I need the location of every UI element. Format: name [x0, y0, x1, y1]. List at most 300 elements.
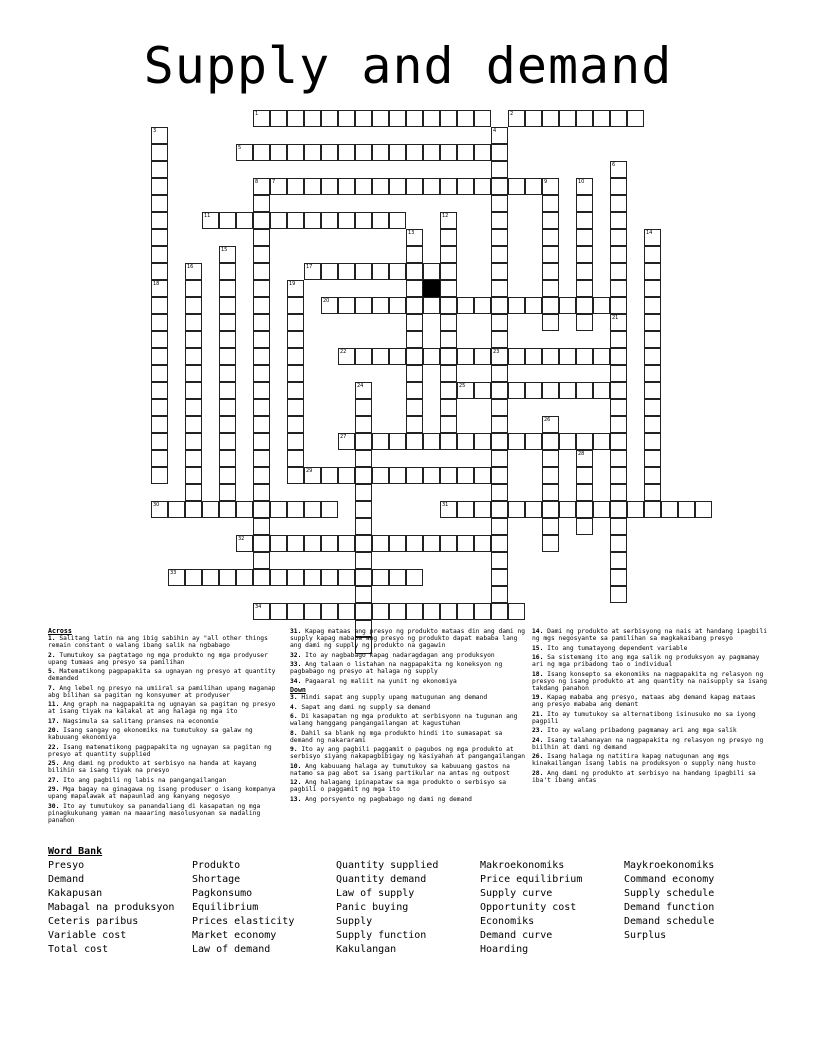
grid-cell[interactable]: [304, 110, 321, 127]
grid-cell[interactable]: [151, 450, 168, 467]
grid-cell[interactable]: [593, 348, 610, 365]
grid-cell[interactable]: [270, 569, 287, 586]
grid-cell[interactable]: [491, 552, 508, 569]
grid-cell[interactable]: [304, 569, 321, 586]
grid-cell[interactable]: [491, 569, 508, 586]
grid-cell[interactable]: [474, 535, 491, 552]
grid-cell[interactable]: [508, 433, 525, 450]
grid-cell[interactable]: [185, 331, 202, 348]
grid-cell[interactable]: [644, 433, 661, 450]
grid-cell[interactable]: [576, 280, 593, 297]
grid-cell[interactable]: [542, 195, 559, 212]
grid-cell[interactable]: [355, 110, 372, 127]
grid-cell[interactable]: [610, 331, 627, 348]
grid-cell[interactable]: [542, 484, 559, 501]
grid-cell[interactable]: [372, 433, 389, 450]
grid-cell[interactable]: [559, 501, 576, 518]
grid-cell[interactable]: [542, 382, 559, 399]
grid-cell[interactable]: [525, 348, 542, 365]
grid-cell[interactable]: [457, 110, 474, 127]
grid-cell[interactable]: [542, 501, 559, 518]
grid-cell[interactable]: [576, 195, 593, 212]
grid-cell[interactable]: [321, 212, 338, 229]
grid-cell[interactable]: [151, 229, 168, 246]
grid-cell[interactable]: [525, 433, 542, 450]
grid-cell[interactable]: [236, 535, 253, 552]
grid-cell[interactable]: [185, 399, 202, 416]
grid-cell[interactable]: [542, 110, 559, 127]
grid-cell[interactable]: [372, 212, 389, 229]
grid-cell[interactable]: [287, 569, 304, 586]
grid-cell[interactable]: [508, 297, 525, 314]
grid-cell[interactable]: [610, 229, 627, 246]
grid-cell[interactable]: [151, 144, 168, 161]
grid-cell[interactable]: [219, 348, 236, 365]
grid-cell[interactable]: [236, 144, 253, 161]
grid-cell[interactable]: [219, 297, 236, 314]
grid-cell[interactable]: [219, 382, 236, 399]
grid-cell[interactable]: [372, 569, 389, 586]
grid-cell[interactable]: [151, 382, 168, 399]
grid-cell[interactable]: [491, 127, 508, 144]
grid-cell[interactable]: [219, 365, 236, 382]
grid-cell[interactable]: [151, 365, 168, 382]
grid-cell[interactable]: [457, 501, 474, 518]
grid-cell[interactable]: [474, 467, 491, 484]
grid-cell[interactable]: [287, 433, 304, 450]
grid-cell[interactable]: [372, 144, 389, 161]
grid-cell[interactable]: [440, 399, 457, 416]
grid-cell[interactable]: [440, 178, 457, 195]
grid-cell[interactable]: [644, 467, 661, 484]
grid-cell[interactable]: [610, 178, 627, 195]
grid-cell[interactable]: [491, 161, 508, 178]
grid-cell[interactable]: [287, 212, 304, 229]
grid-cell[interactable]: [610, 263, 627, 280]
grid-cell[interactable]: [406, 535, 423, 552]
grid-cell[interactable]: [440, 416, 457, 433]
grid-cell[interactable]: [559, 110, 576, 127]
grid-cell[interactable]: [644, 382, 661, 399]
grid-cell[interactable]: [406, 110, 423, 127]
grid-cell[interactable]: [355, 450, 372, 467]
grid-cell[interactable]: [355, 297, 372, 314]
grid-cell[interactable]: [474, 433, 491, 450]
grid-cell[interactable]: [440, 535, 457, 552]
grid-cell[interactable]: [457, 297, 474, 314]
grid-cell[interactable]: [542, 416, 559, 433]
grid-cell[interactable]: [304, 263, 321, 280]
grid-cell[interactable]: [321, 467, 338, 484]
grid-cell[interactable]: [185, 280, 202, 297]
grid-cell[interactable]: [304, 501, 321, 518]
grid-cell[interactable]: [253, 314, 270, 331]
grid-cell[interactable]: [219, 484, 236, 501]
grid-cell[interactable]: [593, 297, 610, 314]
grid-cell[interactable]: [440, 229, 457, 246]
grid-cell[interactable]: [185, 365, 202, 382]
grid-cell[interactable]: [491, 535, 508, 552]
grid-cell[interactable]: [355, 263, 372, 280]
grid-cell[interactable]: [355, 586, 372, 603]
grid-cell[interactable]: [270, 144, 287, 161]
grid-cell[interactable]: [253, 212, 270, 229]
grid-cell[interactable]: [576, 450, 593, 467]
grid-cell[interactable]: [610, 314, 627, 331]
grid-cell[interactable]: [406, 144, 423, 161]
grid-cell[interactable]: [151, 501, 168, 518]
grid-cell[interactable]: [559, 433, 576, 450]
grid-cell[interactable]: [151, 399, 168, 416]
grid-cell[interactable]: [610, 467, 627, 484]
grid-cell[interactable]: [542, 229, 559, 246]
grid-cell[interactable]: [542, 314, 559, 331]
grid-cell[interactable]: [610, 297, 627, 314]
grid-cell[interactable]: [389, 110, 406, 127]
grid-cell[interactable]: [457, 382, 474, 399]
grid-cell[interactable]: [423, 178, 440, 195]
grid-cell[interactable]: [491, 603, 508, 620]
grid-cell[interactable]: [151, 331, 168, 348]
grid-cell[interactable]: [338, 297, 355, 314]
grid-cell[interactable]: [423, 297, 440, 314]
grid-cell[interactable]: [253, 399, 270, 416]
grid-cell[interactable]: [474, 178, 491, 195]
grid-cell[interactable]: [185, 433, 202, 450]
grid-cell[interactable]: [423, 535, 440, 552]
grid-cell[interactable]: [440, 110, 457, 127]
grid-cell[interactable]: [610, 501, 627, 518]
grid-cell[interactable]: [355, 416, 372, 433]
grid-cell[interactable]: [508, 178, 525, 195]
grid-cell[interactable]: [644, 484, 661, 501]
grid-cell[interactable]: [236, 501, 253, 518]
grid-cell[interactable]: [304, 603, 321, 620]
grid-cell[interactable]: [389, 178, 406, 195]
grid-cell[interactable]: [406, 603, 423, 620]
grid-cell[interactable]: [168, 569, 185, 586]
grid-cell[interactable]: [576, 229, 593, 246]
grid-cell[interactable]: [270, 603, 287, 620]
grid-cell[interactable]: [253, 484, 270, 501]
grid-cell[interactable]: [593, 110, 610, 127]
grid-cell[interactable]: [253, 569, 270, 586]
grid-cell[interactable]: [610, 433, 627, 450]
grid-cell[interactable]: [474, 382, 491, 399]
grid-cell[interactable]: [253, 229, 270, 246]
grid-cell[interactable]: [372, 603, 389, 620]
grid-cell[interactable]: [474, 501, 491, 518]
grid-cell[interactable]: [372, 348, 389, 365]
grid-cell[interactable]: [202, 501, 219, 518]
grid-cell[interactable]: [151, 433, 168, 450]
grid-cell[interactable]: [661, 501, 678, 518]
grid-cell[interactable]: [355, 484, 372, 501]
grid-cell[interactable]: [287, 331, 304, 348]
grid-cell[interactable]: [389, 297, 406, 314]
grid-cell[interactable]: [287, 416, 304, 433]
grid-cell[interactable]: [610, 535, 627, 552]
grid-cell[interactable]: [338, 348, 355, 365]
grid-cell[interactable]: [610, 416, 627, 433]
grid-cell[interactable]: [542, 467, 559, 484]
grid-cell[interactable]: [389, 603, 406, 620]
grid-cell[interactable]: [576, 110, 593, 127]
grid-cell[interactable]: [457, 348, 474, 365]
grid-cell[interactable]: [287, 144, 304, 161]
grid-cell[interactable]: [321, 178, 338, 195]
grid-cell[interactable]: [304, 467, 321, 484]
grid-cell[interactable]: [644, 348, 661, 365]
grid-cell[interactable]: [372, 110, 389, 127]
grid-cell[interactable]: [644, 416, 661, 433]
grid-cell[interactable]: [525, 501, 542, 518]
grid-cell[interactable]: [406, 246, 423, 263]
grid-cell[interactable]: [491, 195, 508, 212]
grid-cell[interactable]: [525, 297, 542, 314]
grid-cell[interactable]: [576, 433, 593, 450]
grid-cell[interactable]: [440, 348, 457, 365]
grid-cell[interactable]: [610, 518, 627, 535]
grid-cell[interactable]: [440, 212, 457, 229]
grid-cell[interactable]: [542, 280, 559, 297]
grid-cell[interactable]: [525, 110, 542, 127]
grid-cell[interactable]: [338, 467, 355, 484]
grid-cell[interactable]: [355, 569, 372, 586]
grid-cell[interactable]: [253, 501, 270, 518]
grid-cell[interactable]: [508, 603, 525, 620]
grid-cell[interactable]: [559, 348, 576, 365]
grid-cell[interactable]: [355, 603, 372, 620]
grid-cell[interactable]: [491, 484, 508, 501]
grid-cell[interactable]: [151, 297, 168, 314]
grid-cell[interactable]: [491, 416, 508, 433]
grid-cell[interactable]: [576, 178, 593, 195]
grid-cell[interactable]: [151, 212, 168, 229]
grid-cell[interactable]: [321, 263, 338, 280]
grid-cell[interactable]: [253, 518, 270, 535]
grid-cell[interactable]: [253, 603, 270, 620]
grid-cell[interactable]: [151, 416, 168, 433]
grid-cell[interactable]: [151, 178, 168, 195]
grid-cell[interactable]: [151, 314, 168, 331]
grid-cell[interactable]: [287, 280, 304, 297]
grid-cell[interactable]: [185, 263, 202, 280]
grid-cell[interactable]: [389, 569, 406, 586]
grid-cell[interactable]: [491, 450, 508, 467]
grid-cell[interactable]: [508, 501, 525, 518]
grid-cell[interactable]: [355, 501, 372, 518]
grid-cell[interactable]: [185, 314, 202, 331]
grid-cell[interactable]: [423, 433, 440, 450]
grid-cell[interactable]: [457, 144, 474, 161]
grid-cell[interactable]: [338, 433, 355, 450]
grid-cell[interactable]: [542, 348, 559, 365]
grid-cell[interactable]: [576, 246, 593, 263]
grid-cell[interactable]: [542, 297, 559, 314]
grid-cell[interactable]: [576, 518, 593, 535]
grid-cell[interactable]: [355, 552, 372, 569]
grid-cell[interactable]: [576, 467, 593, 484]
grid-cell[interactable]: [440, 314, 457, 331]
grid-cell[interactable]: [610, 569, 627, 586]
grid-cell[interactable]: [406, 416, 423, 433]
grid-cell[interactable]: [644, 365, 661, 382]
grid-cell[interactable]: [576, 297, 593, 314]
grid-cell[interactable]: [321, 603, 338, 620]
grid-cell[interactable]: [440, 365, 457, 382]
grid-cell[interactable]: [474, 603, 491, 620]
grid-cell[interactable]: [542, 535, 559, 552]
grid-cell[interactable]: [491, 212, 508, 229]
grid-cell[interactable]: [508, 382, 525, 399]
grid-cell[interactable]: [627, 501, 644, 518]
grid-cell[interactable]: [168, 501, 185, 518]
grid-cell[interactable]: [151, 280, 168, 297]
grid-cell[interactable]: [253, 263, 270, 280]
grid-cell[interactable]: [542, 433, 559, 450]
grid-cell[interactable]: [610, 382, 627, 399]
grid-cell[interactable]: [491, 297, 508, 314]
grid-cell[interactable]: [491, 280, 508, 297]
grid-cell[interactable]: [389, 212, 406, 229]
grid-cell[interactable]: [389, 433, 406, 450]
grid-cell[interactable]: [576, 314, 593, 331]
grid-cell[interactable]: [406, 178, 423, 195]
grid-cell[interactable]: [270, 501, 287, 518]
grid-cell[interactable]: [406, 433, 423, 450]
grid-cell[interactable]: [610, 246, 627, 263]
grid-cell[interactable]: [185, 501, 202, 518]
grid-cell[interactable]: [406, 365, 423, 382]
grid-cell[interactable]: [525, 178, 542, 195]
grid-cell[interactable]: [440, 501, 457, 518]
grid-cell[interactable]: [253, 110, 270, 127]
grid-cell[interactable]: [508, 110, 525, 127]
grid-cell[interactable]: [355, 433, 372, 450]
grid-cell[interactable]: [287, 382, 304, 399]
grid-cell[interactable]: [321, 569, 338, 586]
grid-cell[interactable]: [355, 348, 372, 365]
grid-cell[interactable]: [372, 467, 389, 484]
grid-cell[interactable]: [491, 365, 508, 382]
grid-cell[interactable]: [338, 263, 355, 280]
grid-cell[interactable]: [236, 569, 253, 586]
grid-cell[interactable]: [610, 450, 627, 467]
grid-cell[interactable]: [287, 535, 304, 552]
grid-cell[interactable]: [457, 535, 474, 552]
grid-cell[interactable]: [202, 569, 219, 586]
grid-cell[interactable]: [304, 178, 321, 195]
grid-cell[interactable]: [457, 603, 474, 620]
grid-cell[interactable]: [219, 399, 236, 416]
grid-cell[interactable]: [406, 263, 423, 280]
grid-cell[interactable]: [151, 161, 168, 178]
grid-cell[interactable]: [508, 348, 525, 365]
grid-cell[interactable]: [287, 314, 304, 331]
grid-cell[interactable]: [321, 535, 338, 552]
grid-cell[interactable]: [287, 110, 304, 127]
grid-cell[interactable]: [185, 450, 202, 467]
grid-cell[interactable]: [202, 212, 219, 229]
grid-cell[interactable]: [338, 110, 355, 127]
grid-cell[interactable]: [372, 297, 389, 314]
grid-cell[interactable]: [253, 195, 270, 212]
grid-cell[interactable]: [287, 603, 304, 620]
grid-cell[interactable]: [559, 297, 576, 314]
grid-cell[interactable]: [253, 450, 270, 467]
grid-cell[interactable]: [644, 450, 661, 467]
grid-cell[interactable]: [406, 467, 423, 484]
grid-cell[interactable]: [219, 246, 236, 263]
grid-cell[interactable]: [406, 280, 423, 297]
grid-cell[interactable]: [185, 467, 202, 484]
grid-cell[interactable]: [219, 212, 236, 229]
grid-cell[interactable]: [253, 467, 270, 484]
grid-cell[interactable]: [593, 501, 610, 518]
grid-cell[interactable]: [389, 144, 406, 161]
grid-cell[interactable]: [491, 331, 508, 348]
grid-cell[interactable]: [287, 178, 304, 195]
grid-cell[interactable]: [440, 280, 457, 297]
grid-cell[interactable]: [627, 110, 644, 127]
grid-cell[interactable]: [644, 331, 661, 348]
grid-cell[interactable]: [610, 195, 627, 212]
grid-cell[interactable]: [406, 348, 423, 365]
grid-cell[interactable]: [593, 433, 610, 450]
grid-cell[interactable]: [253, 178, 270, 195]
grid-cell[interactable]: [610, 348, 627, 365]
grid-cell[interactable]: [270, 535, 287, 552]
grid-cell[interactable]: [389, 348, 406, 365]
grid-cell[interactable]: [355, 518, 372, 535]
grid-cell[interactable]: [151, 127, 168, 144]
grid-cell[interactable]: [474, 297, 491, 314]
grid-cell[interactable]: [355, 144, 372, 161]
grid-cell[interactable]: [610, 161, 627, 178]
grid-cell[interactable]: [542, 212, 559, 229]
grid-cell[interactable]: [219, 314, 236, 331]
grid-cell[interactable]: [644, 263, 661, 280]
grid-cell[interactable]: [253, 331, 270, 348]
grid-cell[interactable]: [491, 467, 508, 484]
grid-cell[interactable]: [355, 382, 372, 399]
grid-cell[interactable]: [389, 535, 406, 552]
grid-cell[interactable]: [406, 382, 423, 399]
grid-cell[interactable]: [491, 178, 508, 195]
grid-cell[interactable]: [219, 331, 236, 348]
grid-cell[interactable]: [542, 246, 559, 263]
grid-cell[interactable]: [253, 280, 270, 297]
grid-cell[interactable]: [440, 433, 457, 450]
grid-cell[interactable]: [185, 484, 202, 501]
grid-cell[interactable]: [151, 467, 168, 484]
grid-cell[interactable]: [236, 212, 253, 229]
grid-cell[interactable]: [491, 144, 508, 161]
grid-cell[interactable]: [610, 586, 627, 603]
grid-cell[interactable]: [389, 263, 406, 280]
grid-cell[interactable]: [219, 501, 236, 518]
grid-cell[interactable]: [491, 314, 508, 331]
grid-cell[interactable]: [372, 535, 389, 552]
grid-cell[interactable]: [610, 110, 627, 127]
grid-cell[interactable]: [440, 144, 457, 161]
grid-cell[interactable]: [610, 365, 627, 382]
grid-cell[interactable]: [406, 229, 423, 246]
grid-cell[interactable]: [491, 382, 508, 399]
grid-cell[interactable]: [185, 348, 202, 365]
grid-cell[interactable]: [576, 263, 593, 280]
